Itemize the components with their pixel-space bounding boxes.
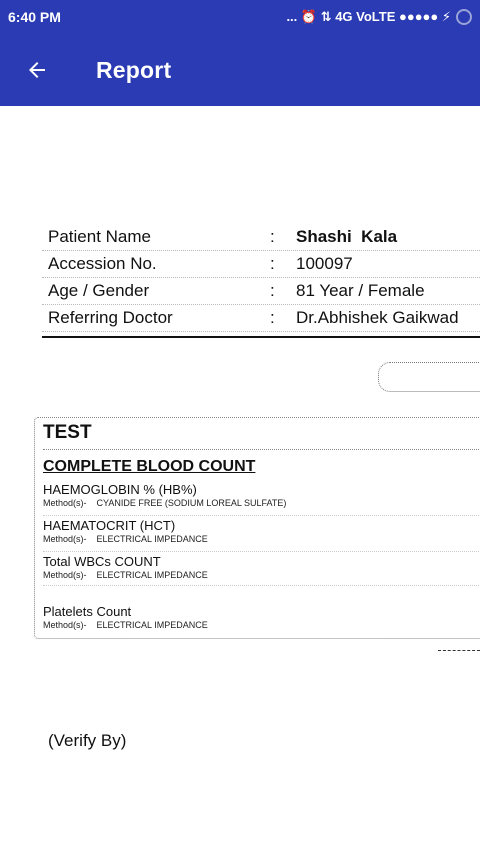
test-item	[43, 482, 480, 516]
accession-label: Accession No.	[48, 254, 157, 273]
test-name: Platelets Count	[43, 604, 132, 619]
loading-icon	[456, 9, 472, 25]
colon: :	[270, 227, 275, 246]
patient-name-label: Patient Name	[48, 227, 151, 246]
verify-by-label: (Verify By)	[48, 731, 127, 750]
accession-row	[42, 251, 480, 278]
accession-value: 100097	[296, 254, 353, 273]
test-item	[43, 554, 480, 586]
test-method	[43, 497, 480, 509]
patient-name-value: Shashi Kala	[296, 227, 398, 246]
divider	[42, 336, 480, 338]
status-bar	[0, 0, 480, 34]
test-table	[34, 417, 480, 639]
status-icons	[286, 9, 472, 25]
test-item	[43, 518, 480, 552]
referring-doctor-label: Referring Doctor	[48, 308, 173, 327]
status-time: 6:40 PM	[8, 9, 61, 25]
signature-line	[438, 650, 480, 651]
test-name: HAEMATOCRIT (HCT)	[43, 518, 176, 533]
colon: :	[270, 281, 275, 300]
referring-doctor-row	[42, 305, 480, 332]
colon: :	[270, 308, 275, 327]
method-value: ELECTRICAL IMPEDANCE	[96, 534, 208, 544]
status-icons-text: ... ⏰ ⇅ 4G VoLTE ●●●●● ⚡	[286, 9, 451, 24]
method-label: Method(s)-	[43, 570, 87, 580]
age-gender-row	[42, 278, 480, 305]
method-label: Method(s)-	[43, 534, 87, 544]
age-gender-label: Age / Gender	[48, 281, 150, 300]
test-item	[43, 604, 480, 638]
age-gender-value: 81 Year / Female	[296, 281, 425, 300]
referring-doctor-value: Dr.Abhishek Gaikwad	[296, 308, 459, 327]
patient-name-row	[42, 224, 480, 251]
section-title: COMPLETE BLOOD COUNT	[43, 458, 256, 475]
test-method	[43, 569, 480, 581]
test-name: Total WBCs COUNT	[43, 554, 161, 569]
test-method	[43, 619, 480, 631]
colon: :	[270, 254, 275, 273]
method-value: ELECTRICAL IMPEDANCE	[96, 570, 208, 580]
method-label: Method(s)-	[43, 498, 87, 508]
test-name: HAEMOGLOBIN % (HB%)	[43, 482, 197, 497]
method-value: ELECTRICAL IMPEDANCE	[96, 620, 208, 630]
app-bar	[0, 34, 480, 106]
rounded-box	[378, 362, 480, 392]
patient-info	[42, 224, 480, 338]
page-title: Report	[96, 56, 172, 83]
method-label: Method(s)-	[43, 620, 87, 630]
test-method	[43, 533, 480, 545]
method-value: CYANIDE FREE (SODIUM LOREAL SULFATE)	[96, 498, 287, 508]
test-header: TEST	[43, 422, 480, 450]
back-arrow-icon[interactable]	[25, 58, 49, 82]
